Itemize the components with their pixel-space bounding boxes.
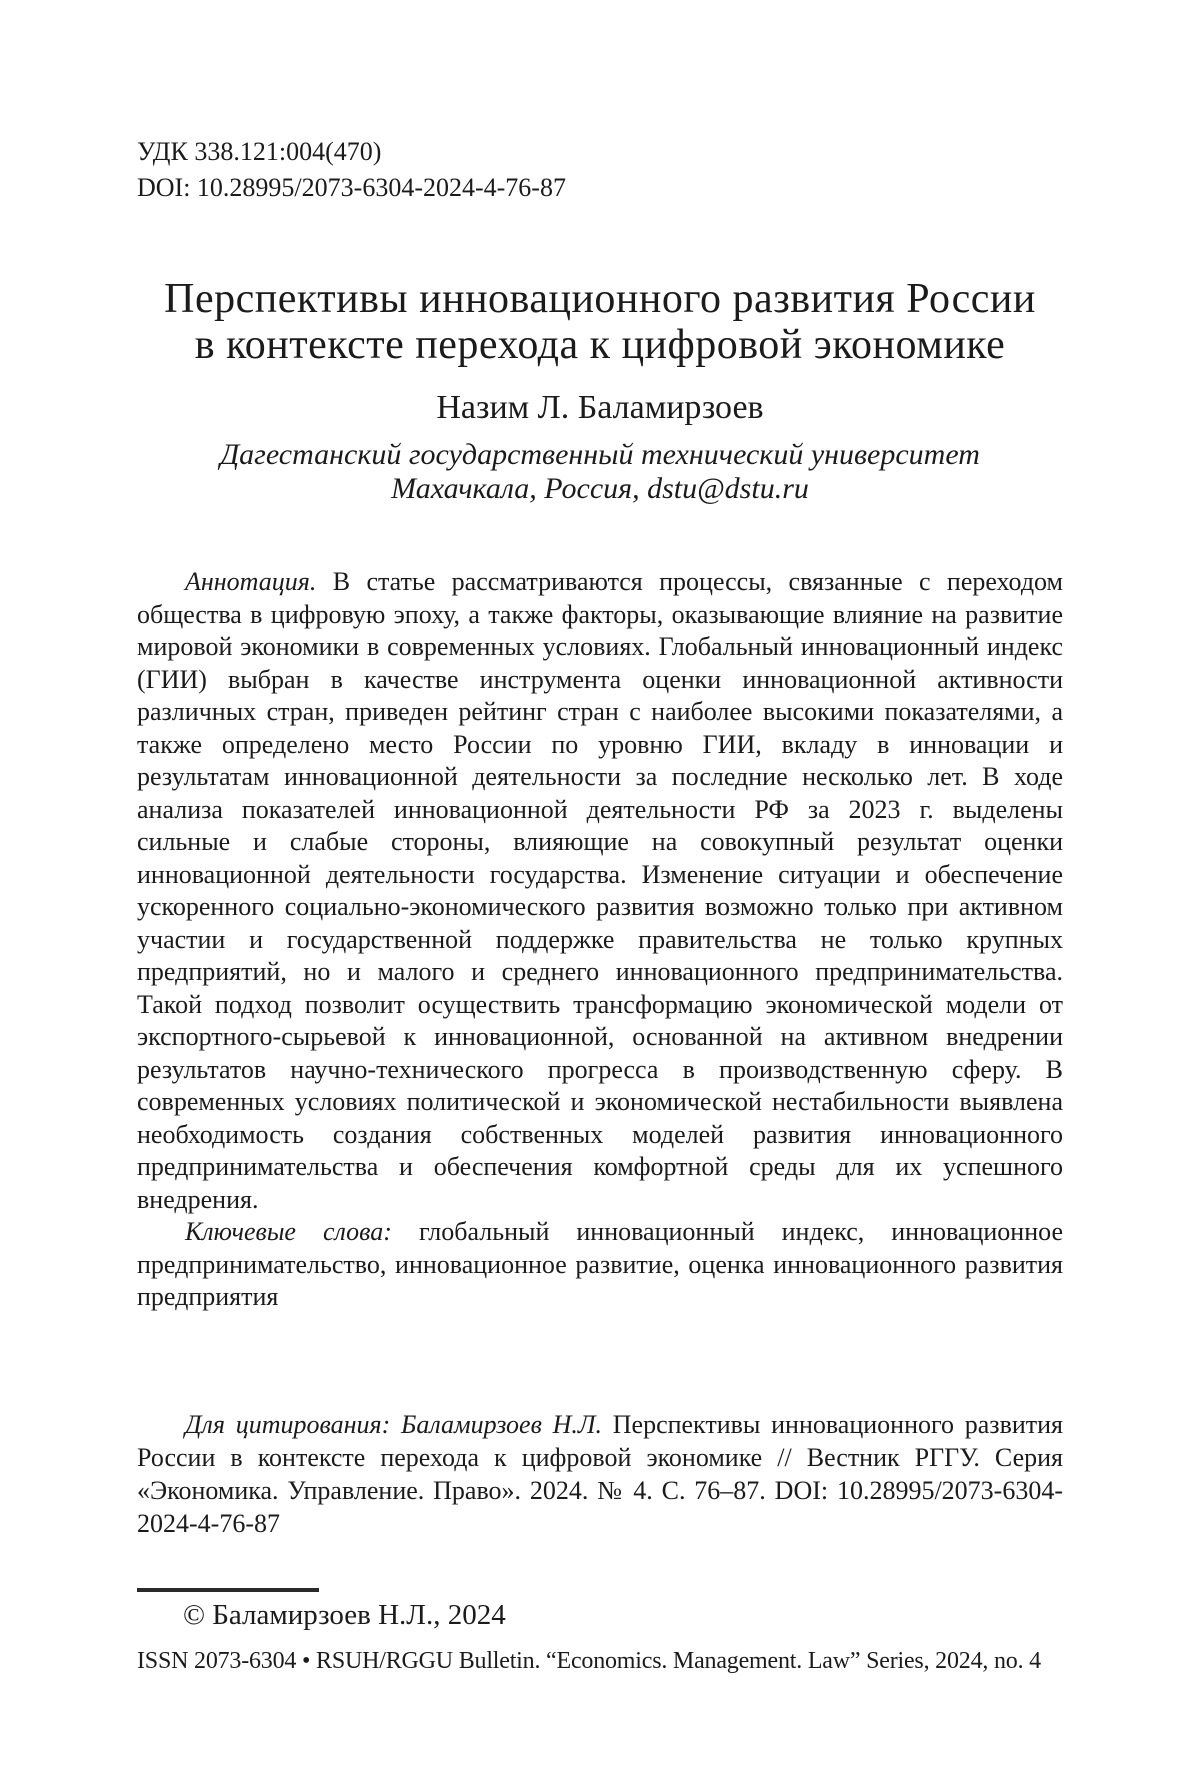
citation-section	[137, 1408, 1063, 1540]
udk-doi-block	[137, 134, 566, 206]
udk-line: УДК 338.121:004(470)	[137, 137, 382, 166]
abstract-label: Аннотация.	[185, 567, 317, 596]
citation-label: Для цитирования: Баламирзоев Н.Л.	[185, 1410, 602, 1439]
affiliation-city-email: Махачкала, Россия, dstu@dstu.ru	[391, 472, 809, 505]
affiliation-university: Дагестанский государственный технический университет	[220, 438, 980, 471]
affiliation-block	[0, 438, 1200, 506]
keywords-paragraph	[137, 1216, 1063, 1314]
journal-footer-issn: ISSN 2073-6304 • RSUH/RGGU Bulletin. “Economics. Management. Law” Series, 2024, no. 4	[137, 1648, 1041, 1674]
keywords-label: Ключевые слова:	[185, 1217, 392, 1246]
copyright-divider-rule	[137, 1588, 319, 1592]
doi-line: DOI: 10.28995/2073-6304-2024-4-76-87	[137, 173, 566, 202]
abstract-section	[137, 566, 1063, 1314]
article-title-line-1: Перспективы инновационного развития России	[164, 276, 1036, 322]
keywords-text: глобальный инновационный индекс, инновационное предпринимательство, инновационное развитие, оценка инновационного развития предприятия	[137, 1217, 1063, 1311]
article-title-line-2: в контексте перехода к цифровой экономике	[194, 322, 1006, 368]
author-name: Назим Л. Баламирзоев	[436, 389, 764, 426]
citation-text: Перспективы инновационного развития России в контексте перехода к цифровой экономике // Вестник РГГУ. Серия «Экономика. Управление. Право». 2024. № 4. С. 76–87. DOI: 10.28995/2073-6304-2024-4-76-87	[137, 1410, 1063, 1538]
copyright-line: © Баламирзоев Н.Л., 2024	[183, 1599, 506, 1631]
abstract-text: В статье рассматриваются процессы, связанные с переходом общества в цифровую эпоху, а также факторы, оказывающие влияние на развитие мировой экономики в современных условиях. Глобальный инновационный индекс (ГИИ) выбран в качестве инструмента оценки инновационной активности различных стран, приведен рейтинг стран с наиболее высокими показателями, а также определено место России по уровню ГИИ, вкладу в инновации и результатам инновационной деятельности за последние несколько лет. В ходе анализа показателей инновационной деятельности РФ за 2023 г. выделены сильные и слабые стороны, влияющие на совокупный результат оценки инновационной деятельности государства. Изменение ситуации и обеспечение ускоренного социально-экономического развития возможно только при активном участии и государственной поддержке правительства не только крупных предприятий, но и малого и среднего инновационного предпринимательства. Такой подход позволит осуществить трансформацию экономической модели от экспортного-сырьевой к инновационной, основанной на активном внедрении результатов научно-технического прогресса в производственную сферу. В современных условиях политической и экономической нестабильности выявлена необходимость создания собственных моделей развития инновационного предпринимательства и обеспечения комфортной среды для их успешного внедрения.	[137, 567, 1063, 1214]
article-title	[0, 276, 1200, 368]
citation-paragraph	[137, 1408, 1063, 1540]
abstract-paragraph	[137, 566, 1063, 1216]
